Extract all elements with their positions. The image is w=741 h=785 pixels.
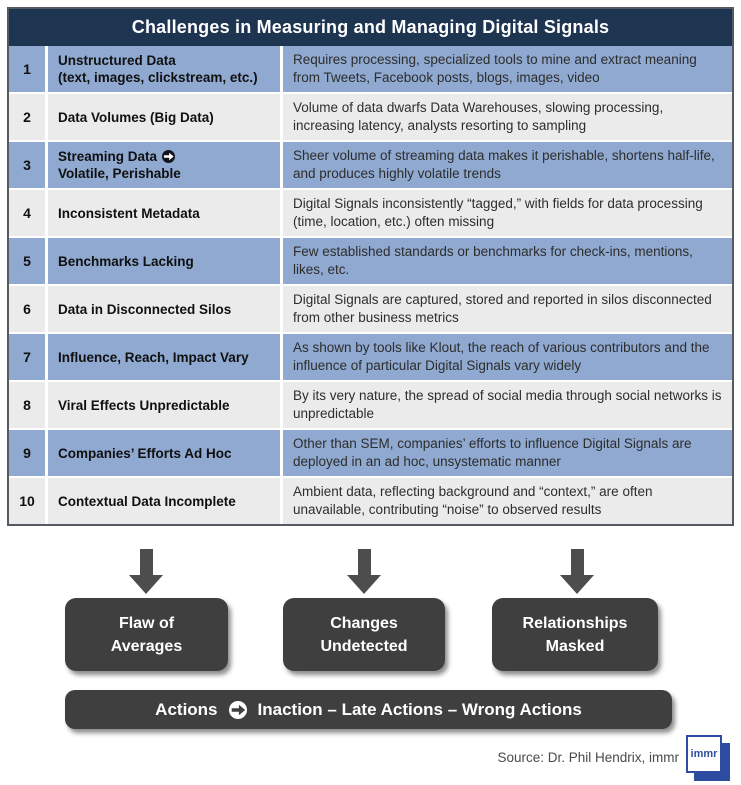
flow-box-line1: Changes — [330, 614, 398, 632]
flow-box-relationships-masked — [492, 598, 658, 671]
challenge-title-line1: Data in Disconnected Silos — [58, 301, 232, 317]
challenge-cell — [48, 94, 280, 140]
circled-right-arrow-icon — [162, 150, 175, 163]
challenge-title-line1 — [58, 148, 274, 165]
row-number: 5 — [9, 238, 45, 284]
challenge-cell — [48, 334, 280, 380]
flow-box-line2: Undetected — [320, 637, 408, 655]
row-number: 4 — [9, 190, 45, 236]
challenge-title-line1: Inconsistent Metadata — [58, 205, 200, 221]
challenge-title-line1: Companies’ Efforts Ad Hoc — [58, 445, 232, 461]
description-cell — [283, 238, 732, 284]
description-text: Other than SEM, companies’ efforts to influence Digital Signals are deployed in an ad hoc, unsystematic manner — [293, 436, 692, 469]
flow-box-flaw-of-averages — [65, 598, 228, 671]
description-text: Digital Signals are captured, stored and reported in silos disconnected from other business metrics — [293, 292, 712, 325]
table-row-6 — [9, 286, 732, 332]
source-attribution: Source: Dr. Phil Hendrix, immr — [497, 750, 679, 765]
table-row-10 — [9, 478, 732, 524]
table-row-3 — [9, 142, 732, 188]
challenge-cell — [48, 478, 280, 524]
description-text: Requires processing, specialized tools to mine and extract meaning from Tweets, Facebook posts, blogs, images, video — [293, 52, 697, 85]
description-cell — [283, 382, 732, 428]
down-arrow-icon — [560, 549, 594, 594]
description-text: Digital Signals inconsistently “tagged,” with fields for data processing (time, location, etc.) often missing — [293, 196, 703, 229]
row-number: 9 — [9, 430, 45, 476]
challenge-title-line1: Unstructured Data — [58, 53, 176, 68]
actions-bar-suffix: Inaction – Late Actions – Wrong Actions — [257, 699, 582, 719]
description-cell — [283, 94, 732, 140]
immr-logo-text: immr — [686, 735, 722, 773]
actions-bar-prefix: Actions — [155, 699, 218, 719]
table-row-8 — [9, 382, 732, 428]
row-number: 1 — [9, 46, 45, 92]
down-arrow-icon — [129, 549, 163, 594]
flow-box-line1: Flaw of — [118, 614, 175, 632]
row-number: 10 — [9, 478, 45, 524]
challenge-cell — [48, 46, 280, 92]
challenge-title-line1: Data Volumes (Big Data) — [58, 109, 214, 125]
challenge-title-text: Streaming Data — [58, 149, 158, 164]
table-row-7 — [9, 334, 732, 380]
description-cell — [283, 46, 732, 92]
circled-right-arrow-icon — [229, 701, 247, 719]
row-number: 2 — [9, 94, 45, 140]
description-cell — [283, 478, 732, 524]
challenge-cell — [48, 190, 280, 236]
challenge-cell — [48, 286, 280, 332]
description-cell — [283, 334, 732, 380]
description-text: Few established standards or benchmarks for check-ins, mentions, likes, etc. — [293, 244, 693, 277]
challenge-title-line1: Benchmarks Lacking — [58, 253, 194, 269]
challenge-cell — [48, 430, 280, 476]
challenge-title-line2: Volatile, Perishable — [58, 166, 181, 181]
flow-box-line1: Relationships — [522, 614, 628, 632]
description-cell — [283, 430, 732, 476]
challenge-cell — [48, 142, 280, 188]
challenges-table — [7, 7, 734, 526]
flow-box-changes-undetected — [283, 598, 445, 671]
description-text: Sheer volume of streaming data makes it perishable, shortens half-life, and produces highly volatile trends — [293, 148, 715, 181]
challenge-title-line2: (text, images, clickstream, etc.) — [58, 70, 258, 85]
challenge-cell — [48, 382, 280, 428]
row-number: 8 — [9, 382, 45, 428]
table-title: Challenges in Measuring and Managing Digital Signals — [9, 9, 732, 46]
description-cell — [283, 190, 732, 236]
description-cell — [283, 142, 732, 188]
challenge-title-line1: Viral Effects Unpredictable — [58, 397, 230, 413]
description-text: Ambient data, reflecting background and “context,” are often unavailable, contributing “noise” to observed results — [293, 484, 653, 517]
row-number: 3 — [9, 142, 45, 188]
table-row-2 — [9, 94, 732, 140]
row-number: 7 — [9, 334, 45, 380]
description-cell — [283, 286, 732, 332]
table-row-9 — [9, 430, 732, 476]
down-arrow-icon — [347, 549, 381, 594]
challenge-title-line1: Contextual Data Incomplete — [58, 493, 236, 509]
table-row-5 — [9, 238, 732, 284]
challenge-cell — [48, 238, 280, 284]
table-row-1 — [9, 46, 732, 92]
flow-box-line2: Masked — [545, 637, 605, 655]
description-text: By its very nature, the spread of social media through social networks is unpredictable — [293, 388, 722, 421]
flow-box-line2: Averages — [110, 637, 183, 655]
row-number: 6 — [9, 286, 45, 332]
description-text: As shown by tools like Klout, the reach of various contributors and the influence of particular Digital Signals vary widely — [293, 340, 710, 373]
actions-summary-bar — [65, 690, 672, 729]
description-text: Volume of data dwarfs Data Warehouses, slowing processing, increasing latency, analysts resorting to sampling — [293, 100, 664, 133]
table-row-4 — [9, 190, 732, 236]
challenge-title-line1: Influence, Reach, Impact Vary — [58, 349, 249, 365]
immr-logo — [686, 735, 734, 783]
